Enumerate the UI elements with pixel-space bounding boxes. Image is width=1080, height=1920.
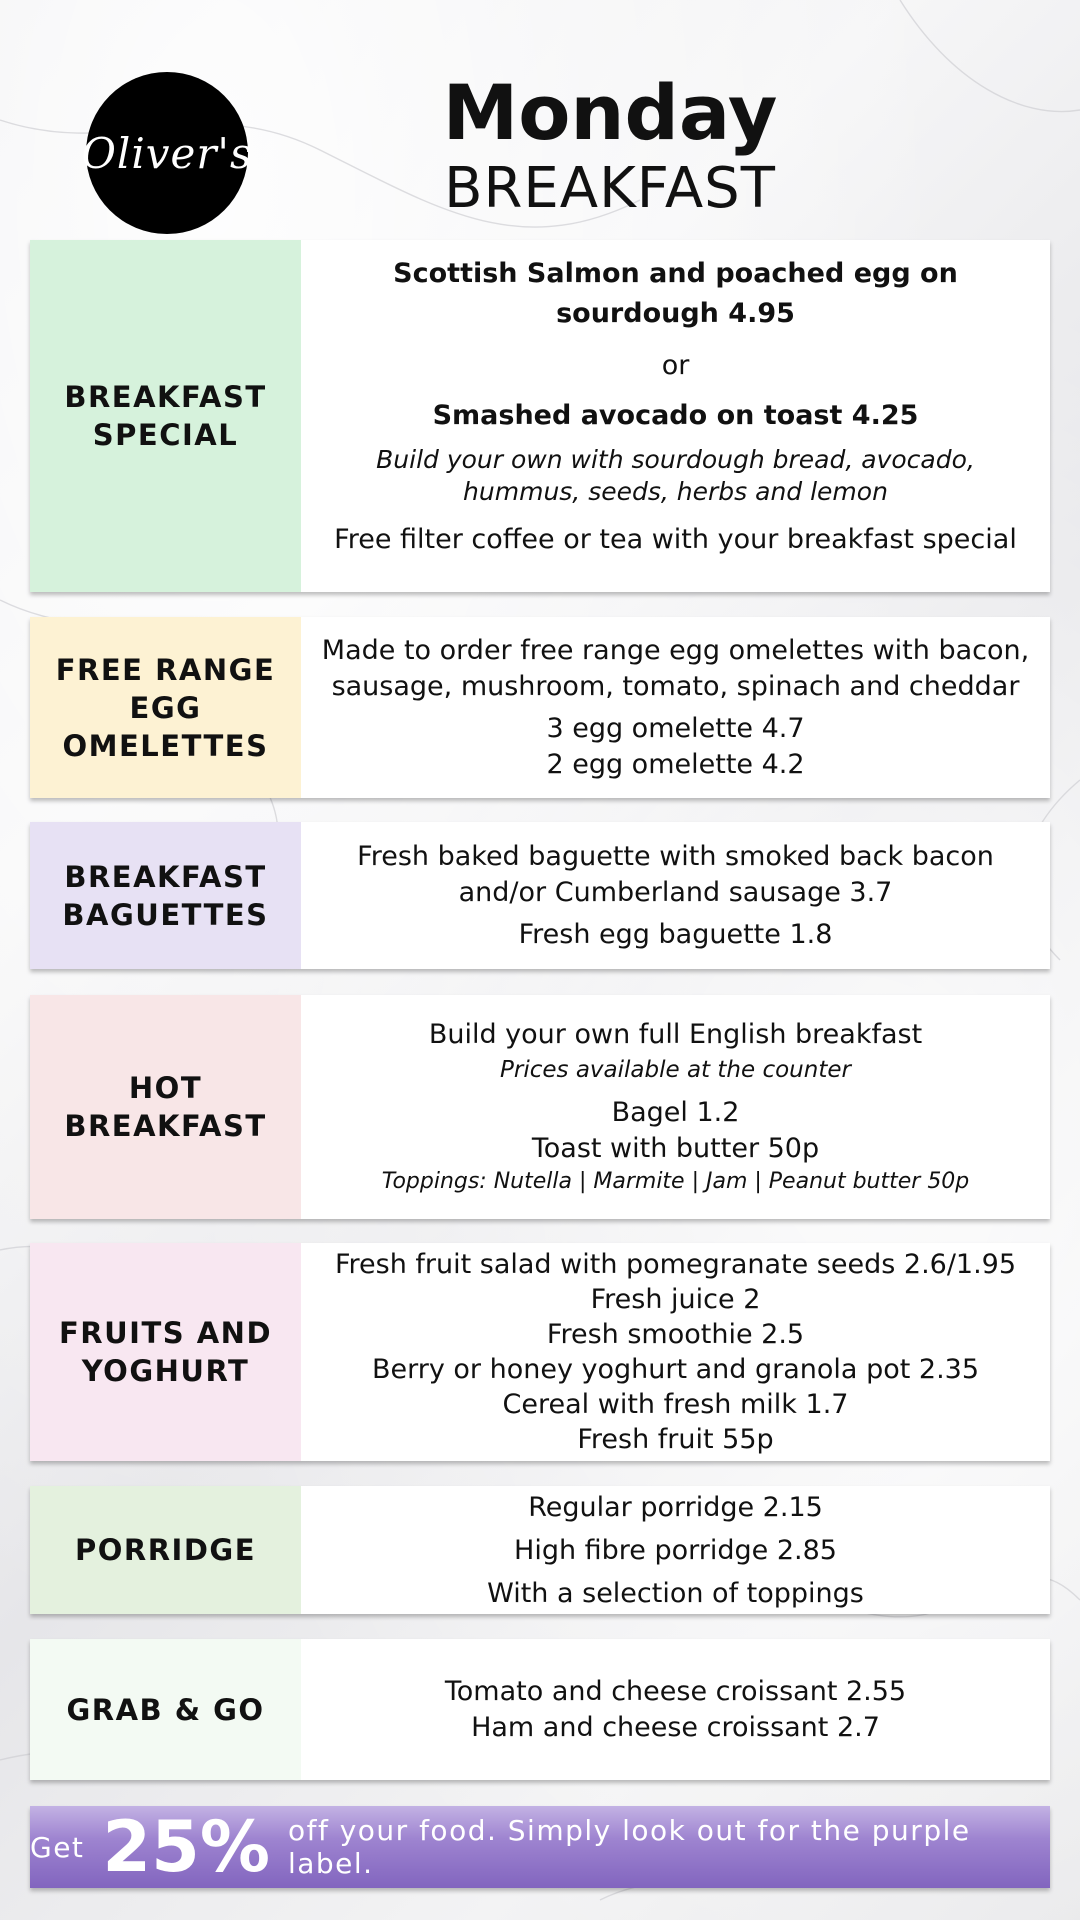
category-label: BREAKFAST BAGUETTES xyxy=(30,822,301,969)
meal-title: BREAKFAST xyxy=(444,156,776,221)
menu-item: Smashed avocado on toast 4.25 xyxy=(432,400,919,431)
menu-item: Fresh fruit 55p xyxy=(577,1424,774,1455)
menu-item: Tomato and cheese croissant 2.55 xyxy=(444,1675,907,1707)
logo-text: Oliver's xyxy=(81,128,253,178)
promo-percent: 25% xyxy=(102,1806,270,1888)
promo-prefix: Get xyxy=(30,1830,85,1864)
menu-item: Regular porridge 2.15 xyxy=(528,1491,823,1523)
section-omelettes xyxy=(30,617,1050,798)
menu-item: Scottish Salmon and poached egg on sourdough 4.95 xyxy=(393,258,958,329)
category-label: PORRIDGE xyxy=(30,1486,301,1614)
page-header xyxy=(400,70,820,222)
day-title: Monday xyxy=(442,68,778,157)
menu-item: Bagel 1.2 xyxy=(611,1097,740,1128)
section-baguettes xyxy=(30,822,1050,969)
menu-item: High fibre porridge 2.85 xyxy=(514,1534,837,1566)
section-fruits-yoghurt xyxy=(30,1243,1050,1461)
menu-item: Fresh fruit salad with pomegranate seeds 2.6/1.95 xyxy=(334,1249,1017,1280)
category-label: FRUITS AND YOGHURT xyxy=(30,1243,301,1461)
menu-item: Fresh baked baguette with smoked back bacon and/or Cumberland sausage 3.7 xyxy=(357,840,994,908)
category-label: GRAB & GO xyxy=(30,1639,301,1780)
category-label: FREE RANGE EGG OMELETTES xyxy=(30,617,301,798)
menu-text: Build your own full English breakfast xyxy=(428,1019,923,1050)
menu-item: Fresh egg baguette 1.8 xyxy=(518,918,833,950)
category-label: BREAKFAST SPECIAL xyxy=(30,240,301,592)
menu-item: Berry or honey yoghurt and granola pot 2.35 xyxy=(371,1354,980,1385)
menu-text: or xyxy=(661,350,690,381)
menu-item: Ham and cheese croissant 2.7 xyxy=(471,1711,880,1743)
menu-note: Prices available at the counter xyxy=(500,1057,851,1083)
menu-item: Toast with butter 50p xyxy=(531,1133,820,1164)
category-label: HOT BREAKFAST xyxy=(30,995,301,1219)
promo-text: off your food. Simply look out for the purple label. xyxy=(287,1814,971,1880)
olivers-logo xyxy=(81,72,253,234)
menu-item: Fresh smoothie 2.5 xyxy=(546,1319,805,1350)
menu-note: Toppings: Nutella | Marmite | Jam | Peanut butter 50p xyxy=(381,1169,970,1194)
menu-text: Free filter coffee or tea with your breakfast special xyxy=(334,524,1017,555)
menu-item: 3 egg omelette 4.7 xyxy=(546,712,805,744)
section-grab-go xyxy=(30,1639,1050,1780)
section-porridge xyxy=(30,1486,1050,1614)
menu-note: Build your own with sourdough bread, avocado, hummus, seeds, herbs and lemon xyxy=(376,445,975,506)
section-breakfast-special xyxy=(30,240,1050,592)
section-hot-breakfast xyxy=(30,995,1050,1219)
menu-text: With a selection of toppings xyxy=(487,1577,864,1609)
menu-text: Made to order free range egg omelettes with bacon, sausage, mushroom, tomato, spinach and cheddar xyxy=(321,634,1030,702)
menu-item: 2 egg omelette 4.2 xyxy=(546,748,805,780)
promo-banner xyxy=(30,1806,1050,1888)
menu-item: Cereal with fresh milk 1.7 xyxy=(502,1389,849,1420)
menu-item: Fresh juice 2 xyxy=(590,1284,761,1315)
